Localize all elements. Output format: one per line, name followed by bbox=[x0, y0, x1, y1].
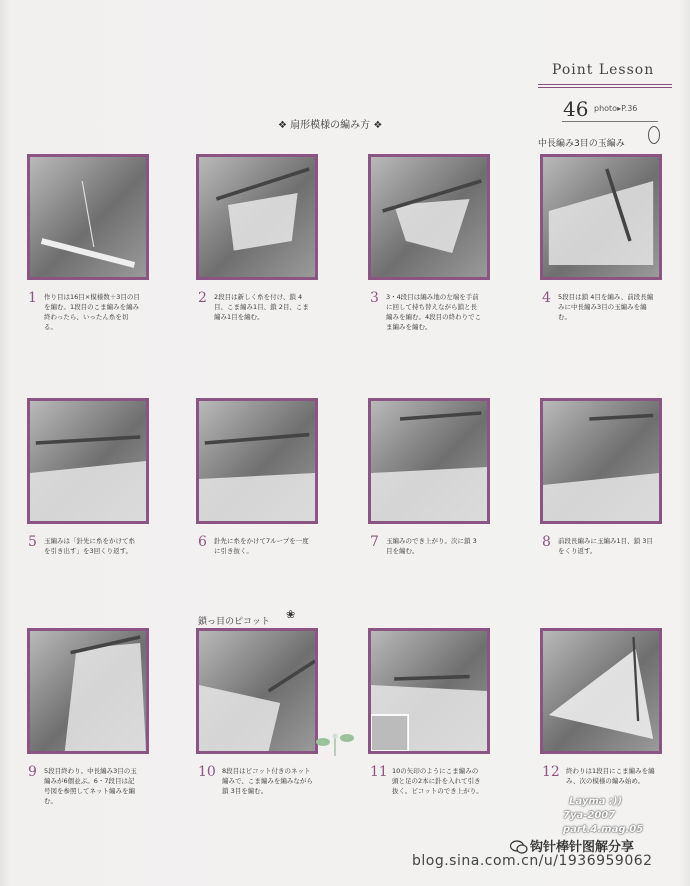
step-photo-10 bbox=[196, 628, 318, 754]
signature-line-1: Layma :)) bbox=[569, 796, 623, 807]
step-photo-7 bbox=[368, 398, 490, 524]
step-photo-8 bbox=[540, 398, 662, 524]
step-number-7: 7 bbox=[370, 534, 379, 550]
step-text-9: 5段目終わり。中長編み3目の玉編みが6個並ぶ。6・7段目は記号図を参照してネット編みを編む。 bbox=[44, 767, 137, 805]
puff-stitch-symbol-icon bbox=[648, 126, 660, 144]
step-number-1: 1 bbox=[28, 290, 37, 306]
step-text-12: 終わりは1段目にこま編みを編み、次の模様の編み始め。 bbox=[566, 767, 655, 785]
step-number-12: 12 bbox=[542, 764, 560, 780]
lesson-title: Point Lesson bbox=[552, 62, 655, 78]
title-rule bbox=[538, 84, 672, 88]
picot-subtitle: 鎖っ目のピコット bbox=[198, 617, 270, 627]
step-number-4: 4 bbox=[542, 290, 551, 306]
step-number-6: 6 bbox=[198, 534, 207, 550]
step-text-3: 3・4段目は編み地の左端を手前に回して持ち替えながら鎖と長編みを編む。4段目の終わりでこま編みを編む。 bbox=[386, 293, 482, 331]
step-text-7: 玉編みのでき上がり。次に鎖 3目を編む。 bbox=[386, 537, 477, 555]
step-number-3: 3 bbox=[370, 290, 379, 306]
page-number: 46 bbox=[563, 97, 589, 121]
step-photo-4 bbox=[540, 154, 662, 280]
step-text-5: 玉編みは「針先に糸をかけて糸を引き出す」を3回くり返す。 bbox=[44, 537, 135, 555]
step-text-4: 5段目は鎖 4目を編み、前段長編みに中長編み3目の玉編みを編む。 bbox=[558, 293, 654, 321]
step-text-11: 10の矢印のようにこま編みの頭と足の2本に針を入れて引き抜く。ピコットのでき上がり。 bbox=[392, 767, 483, 795]
step-text-1: 作り目は16目×模様数＋3目の目を編む。1段目のこま編みを編み終わったら、いったん糸を切る。 bbox=[44, 293, 140, 331]
signature-line-3: part.4.mag.05 bbox=[563, 824, 644, 835]
step-number-9: 9 bbox=[28, 764, 37, 780]
step-photo-11 bbox=[368, 628, 490, 754]
step-photo-3 bbox=[368, 154, 490, 280]
step-number-2: 2 bbox=[198, 290, 207, 306]
step-text-2: 2段目は新しく糸を付け、鎖 4目、こま編み1目、鎖 2目、こま編み1目を編む。 bbox=[214, 293, 309, 321]
footer-url: blog.sina.com.cn/u/1936959062 bbox=[412, 853, 653, 869]
step-text-10: 8段目はピコット付きのネット編みで、こま編みを編みながら鎖 3目を編む。 bbox=[222, 767, 313, 795]
step-text-6: 針先に糸をかけて7ループを一度に引き抜く。 bbox=[214, 537, 309, 555]
step-photo-5 bbox=[27, 398, 149, 524]
photo-reference: photo▸P.36 bbox=[594, 104, 638, 113]
signature-line-2: 7ya-2007 bbox=[563, 810, 616, 821]
crochet-motif-decoration bbox=[305, 728, 365, 758]
step-number-5: 5 bbox=[28, 534, 37, 550]
wechat-icon bbox=[510, 839, 528, 853]
step-photo-1 bbox=[27, 154, 149, 280]
step-photo-6 bbox=[196, 398, 318, 524]
page-number-underline bbox=[562, 121, 658, 122]
step-number-11: 11 bbox=[370, 764, 388, 780]
section-title: ❖ 扇形模様の編み方 ❖ bbox=[278, 120, 383, 131]
step-number-8: 8 bbox=[542, 534, 551, 550]
step-photo-9 bbox=[27, 628, 149, 754]
step-photo-12 bbox=[540, 628, 662, 754]
step-number-10: 10 bbox=[198, 764, 216, 780]
step-text-8: 前段長編みに玉編み1目、鎖 3目をくり返す。 bbox=[558, 537, 653, 555]
step-photo-2 bbox=[196, 154, 318, 280]
footer-watermark: 钩针棒针图解分享 bbox=[530, 840, 635, 855]
puff-stitch-subtitle: 中長編み3目の玉編み bbox=[538, 139, 625, 149]
picot-symbol-icon: ❀ bbox=[286, 608, 296, 621]
